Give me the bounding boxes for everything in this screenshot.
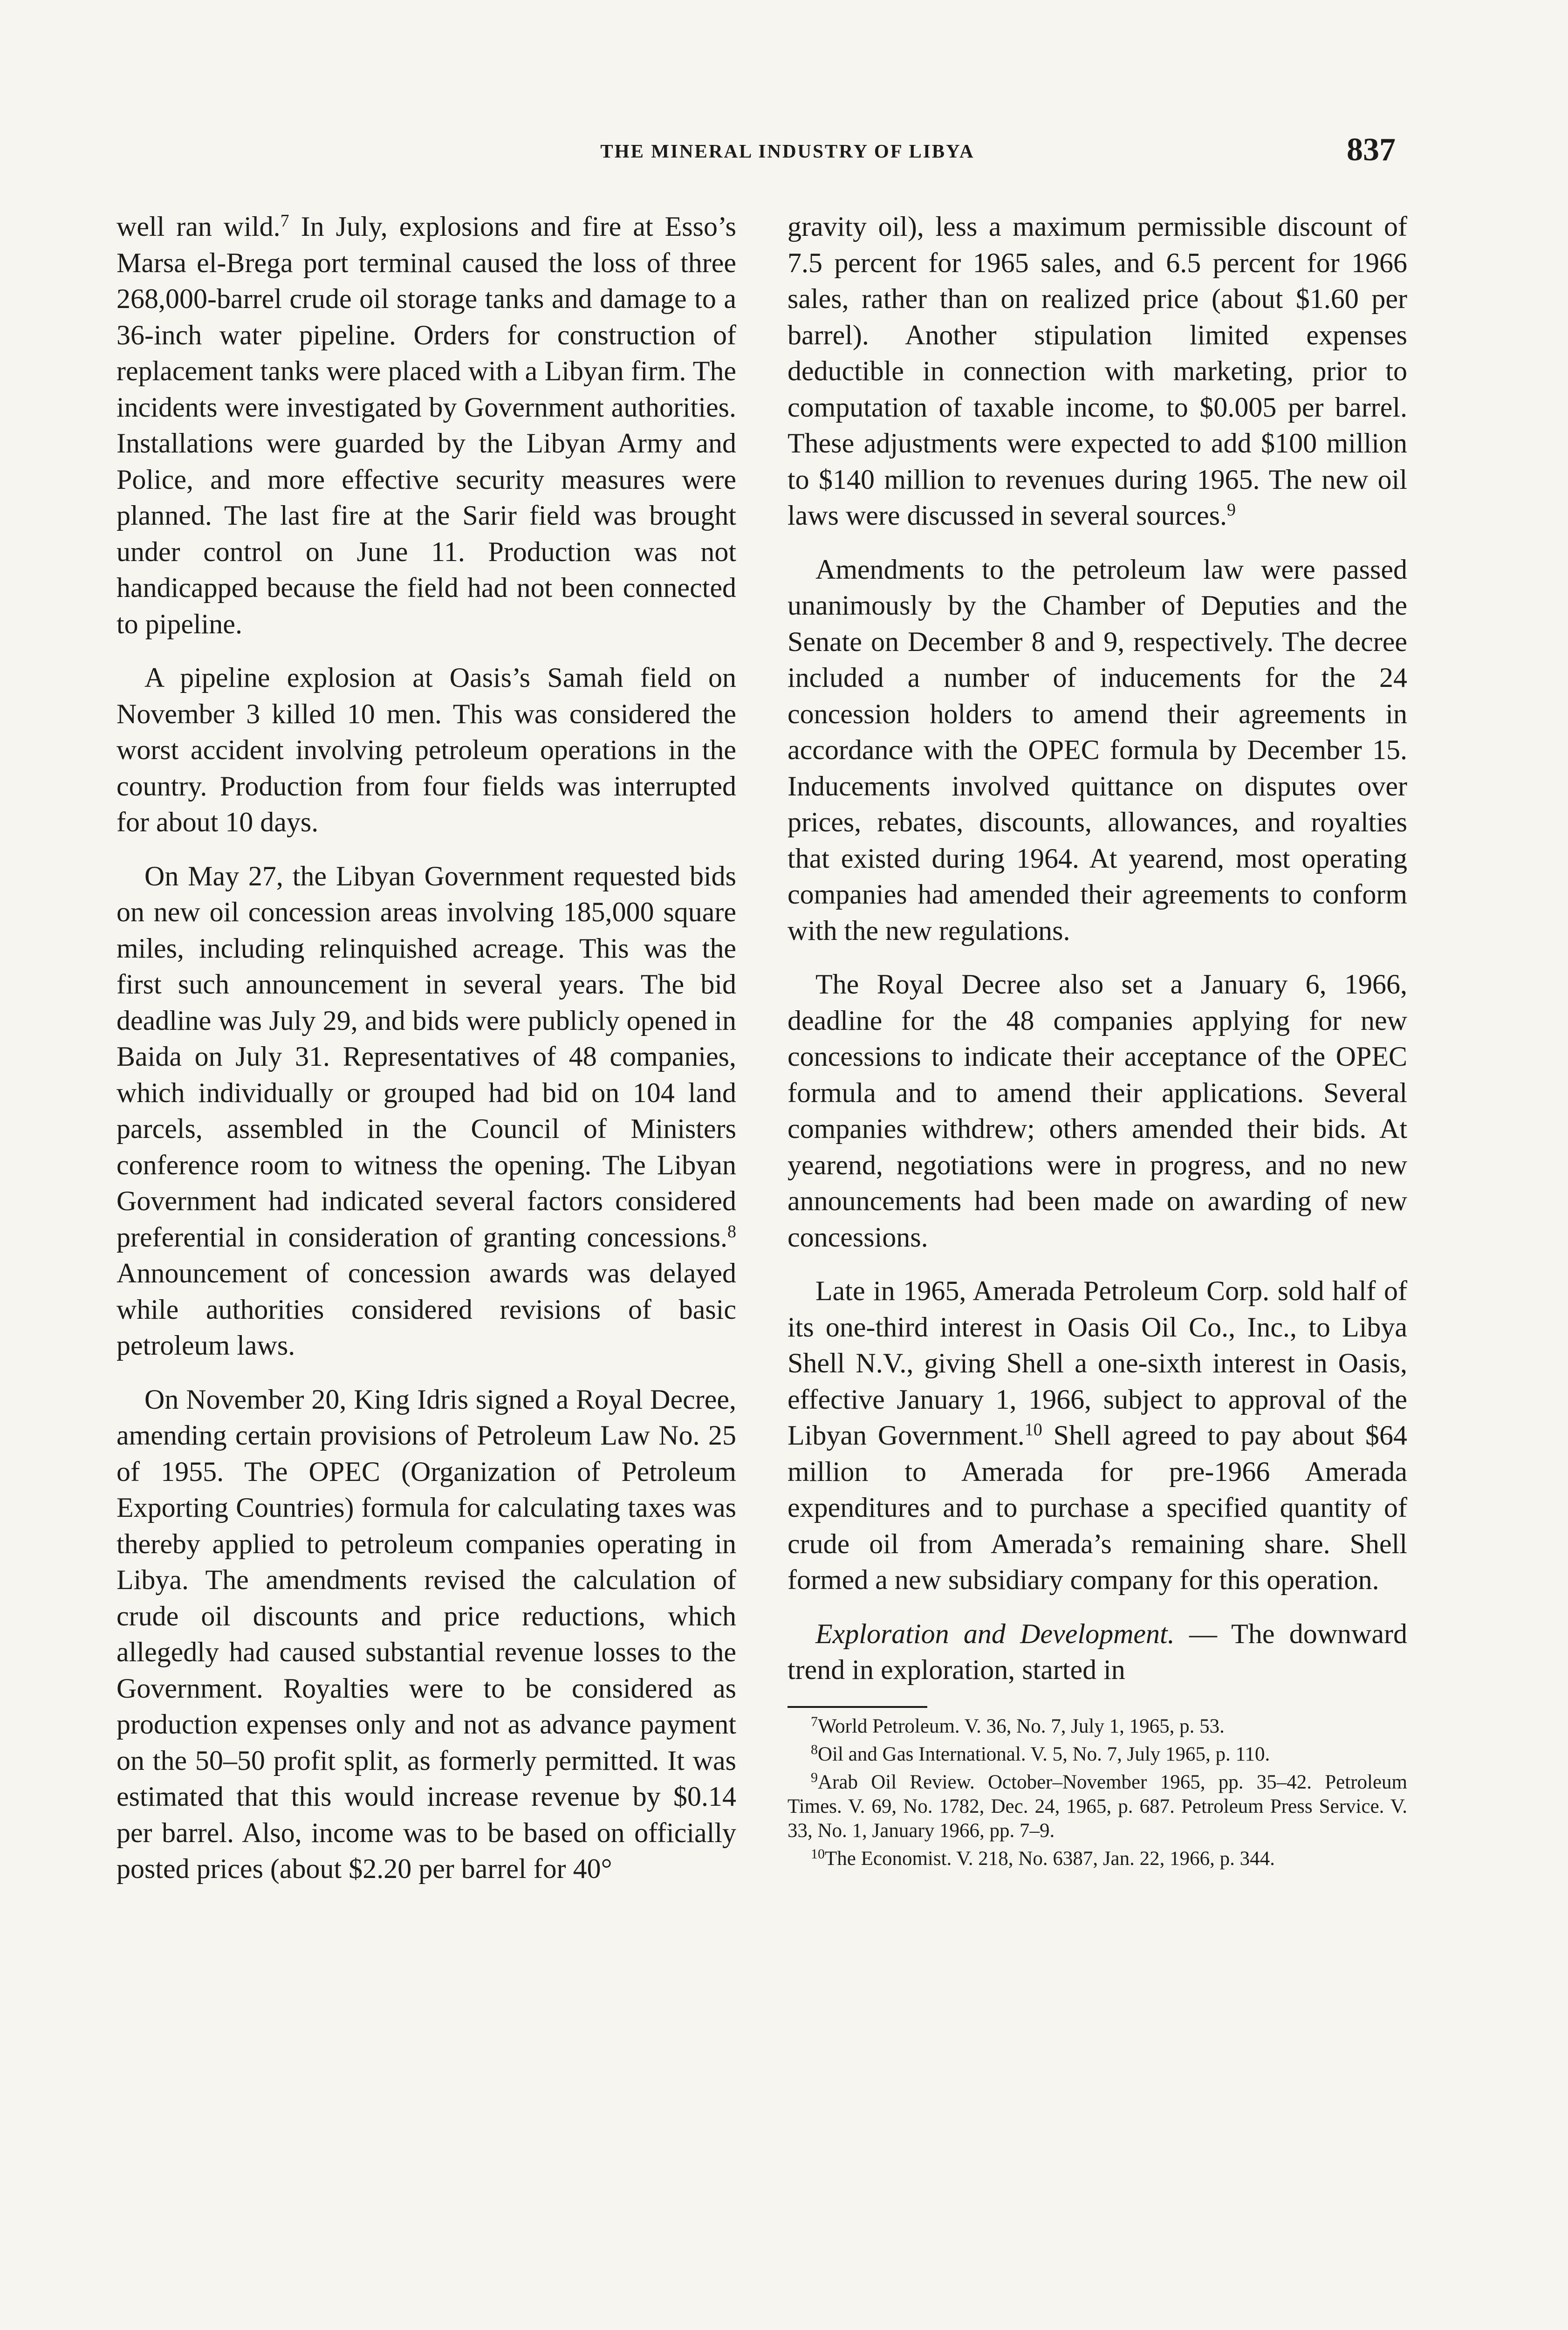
footnote [787, 1742, 1407, 1767]
footnote-ref: 7 [280, 211, 289, 231]
paragraph-text: Announcement of concession awards was delayed while authorities considered revisions of basic petroleum laws. [116, 1258, 736, 1361]
paragraph: On November 20, King Idris signed a Royal Decree, amending certain provisions of Petroleum Law No. 25 of 1955. The OPEC (Organization of Petroleum Exporting Countries) formula for calculating taxes was thereby applied to petroleum companies operating in Libya. The amendments revised the calculation of crude oil discounts and price reductions, which allegedly had caused substantial revenue losses to the Government. Royalties were to be considered as production expenses only and not as advance payment on the 50–50 profit split, as formerly permitted. It was estimated that this would increase revenue by $0.14 per barrel. Also, income was to be based on officially posted prices (about $2.20 per barrel for 40° [116, 1384, 736, 1884]
footnote [787, 1714, 1407, 1739]
footnotes [787, 1714, 1407, 1871]
footnote-divider [787, 1706, 927, 1708]
paragraph [116, 209, 736, 642]
paragraph [116, 858, 736, 1364]
paragraph-text: — The downward trend in exploration, started in [787, 1618, 1408, 1685]
paragraph-text: On May 27, the Libyan Government requested bids on new oil concession areas involving 185,000 square miles, including relinquished acreage. This was the first such announcement in several years. The bid deadline was July 29, and bids were publicly opened in Baida on July 31. Representatives of 48 companies, which individually or grouped had bid on 104 land parcels, assembled in the Council of Ministers conference room to witness the opening. The Libyan Government had indicated several factors considered preferential in consideration of granting concessions. [116, 860, 736, 1253]
left-column [116, 209, 736, 1905]
page-number: 837 [1347, 132, 1396, 168]
footnote-text: The Economist. V. 218, No. 6387, Jan. 22, 1966, p. 344. [825, 1847, 1275, 1870]
footnote [787, 1847, 1407, 1871]
paragraph-text: well ran wild. [116, 211, 281, 242]
paragraph-text: In July, explosions and fire at Esso’s Marsa el-Brega port terminal caused the loss of three 268,000-barrel crude oil storage tanks and damage to a 36-inch water pipeline. Orders for construction of replacement tanks were placed with a Libyan firm. The incidents were investigated by Government authorities. Installations were guarded by the Libyan Army and Police, and more effective security measures were planned. The last fire at the Sarir field was brought under control on June 11. Production was not handicapped because the field had not been connected to pipeline. [116, 211, 736, 639]
right-column [787, 209, 1407, 1875]
paragraph [787, 209, 1407, 534]
footnote-number: 9 [811, 1769, 818, 1785]
paragraph [787, 1273, 1407, 1598]
paragraph-text: Shell agreed to pay about $64 million to Amerada for pre-1966 Amerada expenditures and to purchase a specified quantity of crude oil from Amerada’s remaining share. Shell formed a new subsidiary company for this operation. [787, 1420, 1407, 1595]
paragraph-text: gravity oil), less a maximum permissible discount of 7.5 percent for 1965 sales, and 6.5 percent for 1966 sales, rather than on realized price (about $1.60 per barrel). Another stipulation limited expenses deductible in connection with marketing, prior to computation of taxable income, to $0.005 per barrel. These adjustments were expected to add $100 million to $140 million to revenues during 1965. The new oil laws were discussed in several sources. [787, 211, 1407, 531]
section-heading: Exploration and Development. [815, 1618, 1175, 1649]
footnote [787, 1770, 1407, 1843]
footnote-number: 7 [811, 1713, 818, 1729]
paragraph-text: Late in 1965, Amerada Petroleum Corp. sold half of its one-third interest in Oasis Oil Co., Inc., to Libya Shell N.V., giving Shell a one-sixth interest in Oasis, effective January 1, 1966, subject to approval of the Libyan Government. [787, 1275, 1407, 1451]
footnote-text: World Petroleum. V. 36, No. 7, July 1, 1965, p. 53. [818, 1715, 1225, 1737]
footnote-ref: 10 [1024, 1420, 1042, 1439]
paragraph [787, 1616, 1407, 1688]
paragraph: The Royal Decree also set a January 6, 1966, deadline for the 48 companies applying for new concessions to indicate their acceptance of the OPEC formula and to amend their applications. Several companies withdrew; others amended their bids. At yearend, negotiations were in progress, and no new announcements had been made on awarding of new concessions. [787, 969, 1407, 1253]
footnote-ref: 8 [727, 1221, 736, 1241]
paragraph: A pipeline explosion at Oasis’s Samah field on November 3 killed 10 men. This was considered the worst accident involving petroleum operations in the country. Production from four fields was interrupted for about 10 days. [116, 662, 736, 837]
footnote-number: 10 [811, 1846, 825, 1862]
paragraph: Amendments to the petroleum law were passed unanimously by the Chamber of Deputies and the Senate on December 8 and 9, respectively. The decree included a number of inducements for the 24 concession holders to amend their agreements in accordance with the OPEC formula by December 15. Inducements involved quittance on disputes over prices, rebates, discounts, allowances, and royalties that existed during 1964. At yearend, most operating companies had amended their agreements to conform with the new regulations. [787, 554, 1407, 946]
footnote-text: Oil and Gas International. V. 5, No. 7, July 1965, p. 110. [818, 1743, 1270, 1765]
footnote-text: Arab Oil Review. October–November 1965, pp. 35–42. Petroleum Times. V. 69, No. 1782, Dec. 24, 1965, p. 687. Petroleum Press Service. V. 33, No. 1, January 1966, pp. 7–9. [787, 1771, 1407, 1842]
footnote-ref: 9 [1227, 500, 1236, 520]
footnote-number: 8 [811, 1741, 818, 1757]
running-title: THE MINERAL INDUSTRY OF LIBYA [600, 140, 975, 162]
